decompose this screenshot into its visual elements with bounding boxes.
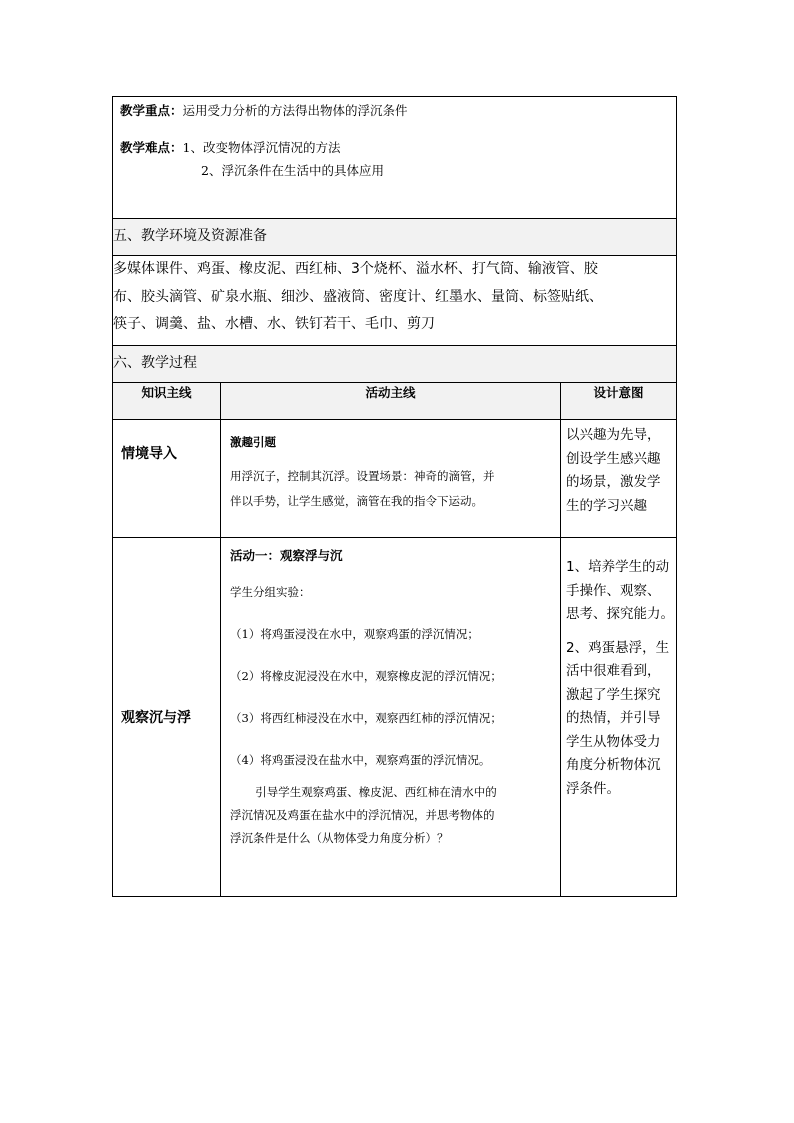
intro-activity-line: 用浮沉子，控制其沉浮。设置场景：神奇的滴管，并: [230, 469, 495, 483]
main-table: [112, 96, 677, 897]
section5-title: 五、教学环境及资源准备: [113, 228, 267, 244]
intro-knowledge-label: 情境导入: [121, 446, 177, 462]
observe-guide-line: 引导学生观察鸡蛋、橡皮泥、西红柿在清水中的: [255, 785, 497, 799]
observe-intent-line: 活中很难看到，: [566, 663, 661, 679]
observe-knowledge-cell: [113, 538, 221, 897]
observe-intent-line: 的热情，并引导: [566, 710, 661, 726]
column-header-row: [113, 383, 677, 420]
observe-guide-line: 浮沉条件是什么（从物体受力角度分析）？: [230, 831, 449, 845]
lesson-plan-table: [112, 96, 676, 897]
intro-intent-line: 以兴趣为先导，: [566, 427, 661, 443]
observe-step-1: （1）将鸡蛋浸没在水中，观察鸡蛋的浮沉情况；: [230, 627, 479, 641]
resources-row: [113, 256, 677, 346]
focus-text: 运用受力分析的方法得出物体的浮沉条件: [182, 103, 408, 118]
observe-intent-line: 角度分析物体沉: [566, 757, 661, 773]
section6-title: 六、教学过程: [113, 355, 197, 371]
observe-intent-line: 2、鸡蛋悬浮，生: [566, 639, 670, 656]
intro-activity-cell: [221, 420, 561, 538]
section5-header-row: [113, 219, 677, 256]
intro-intent-line: 生的学习兴趣: [566, 497, 647, 514]
intro-intent-line: 的场景，激发学: [566, 474, 661, 490]
intro-intent-line: 创设学生感兴趣: [566, 450, 661, 467]
intro-row: [113, 420, 677, 538]
observe-activity-cell: [221, 538, 561, 897]
observe-intent-line: 思考、探究能力。: [566, 606, 674, 622]
key-points-row: [113, 97, 677, 219]
observe-intent-line: 1、培养学生的动: [566, 559, 670, 575]
observe-activity-title: 活动一：观察浮与沉: [230, 548, 343, 563]
intro-intent-cell: [561, 420, 677, 538]
intro-activity-line: 伴以手势，让学生感觉，滴管在我的指令下运动。: [230, 494, 483, 508]
observe-row: [113, 538, 677, 897]
section5-header-cell: [113, 219, 677, 256]
difficulty-item-1: 1、改变物体浮沉情况的方法: [182, 140, 341, 155]
observe-intent-cell: [561, 538, 677, 897]
intro-knowledge-cell: [113, 420, 221, 538]
observe-intent-line: 手操作、观察、: [566, 582, 661, 599]
focus-label: 教学重点：: [120, 103, 183, 118]
observe-group-label: 学生分组实验：: [230, 585, 311, 599]
difficulty-item-2: 2、浮沉条件在生活中的具体应用: [201, 163, 384, 178]
resources-line: 布、胶头滴管、矿泉水瓶、细沙、盛液筒、密度计、红墨水、量筒、标签贴纸、: [113, 288, 603, 305]
resources-line: 筷子、调羹、盐、水槽、水、铁钉若干、毛巾、剪刀: [113, 316, 435, 332]
resources-cell: [113, 256, 677, 346]
section6-header-row: [113, 346, 677, 383]
column-header-activity: 活动主线: [221, 383, 561, 420]
observe-step-3: （3）将西红柿浸没在水中，观察西红柿的浮沉情况；: [230, 711, 502, 725]
intro-activity-title: 激趣引题: [230, 435, 276, 449]
resources-line: 多媒体课件、鸡蛋、橡皮泥、西红柿、3个烧杯、溢水杯、打气筒、输液管、胶: [113, 261, 598, 277]
difficulty-label: 教学难点：: [120, 140, 183, 155]
observe-step-2: （2）将橡皮泥浸没在水中，观察橡皮泥的浮沉情况；: [230, 669, 502, 683]
difficulty-line: [113, 139, 676, 157]
focus-line: [113, 102, 676, 120]
column-header-intent: 设计意图: [561, 383, 677, 420]
observe-intent-line: 浮条件。: [566, 780, 620, 797]
section6-header-cell: [113, 346, 677, 383]
observe-guide-line: 浮沉情况及鸡蛋在盐水中的浮沉情况，并思考物体的: [230, 808, 495, 822]
observe-intent-1: [566, 556, 674, 627]
observe-intent-line: 激起了学生探究: [566, 686, 661, 703]
key-points-cell: [113, 97, 677, 219]
column-header-knowledge: 知识主线: [113, 383, 221, 420]
observe-knowledge-label: 观察沉与浮: [121, 710, 191, 726]
observe-intent-2: [566, 637, 674, 802]
observe-intent-line: 学生从物体受力: [566, 733, 661, 750]
observe-step-4: （4）将鸡蛋浸没在盐水中，观察鸡蛋的浮沉情况。: [230, 753, 491, 767]
